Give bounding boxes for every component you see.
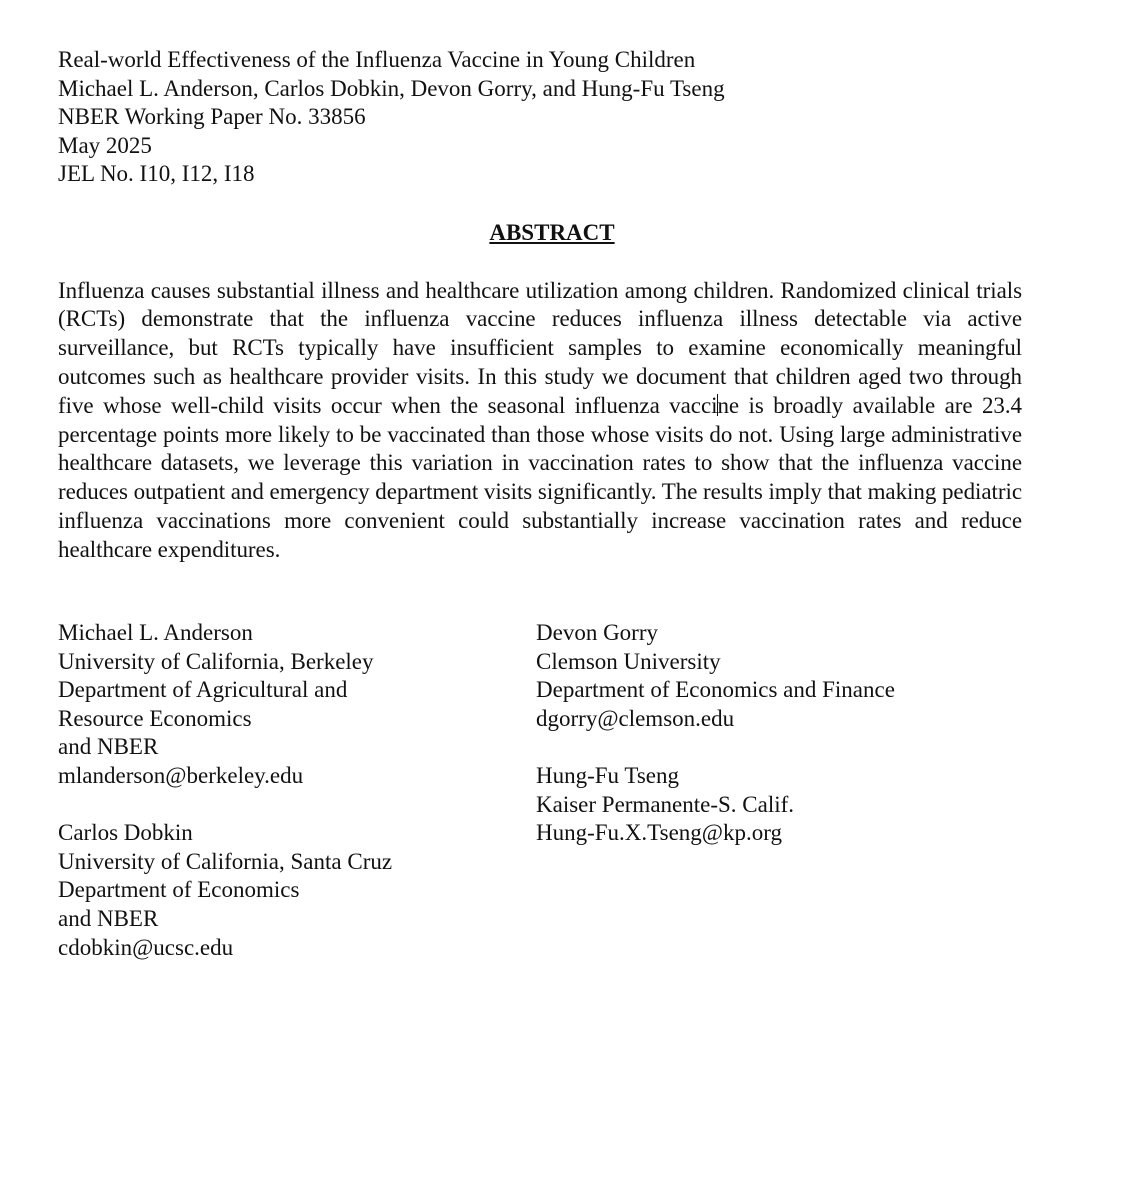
abstract-paragraph[interactable]	[58, 277, 1022, 565]
abstract-heading: ABSTRACT	[489, 219, 615, 245]
author-email[interactable]: dgorry@clemson.edu	[536, 705, 735, 731]
author-name: Michael L. Anderson	[58, 620, 253, 645]
author-department: Department of Agricultural and	[58, 677, 348, 703]
author-name: Devon Gorry	[536, 620, 658, 645]
author-affiliations	[58, 619, 1022, 979]
author-name: Carlos Dobkin	[58, 820, 193, 846]
abstract-text-part-2: ne is broadly available are 23.4 percentage points more likely to be vaccinated than those whose visits do not. Using large administrative healthcare datasets, we leverage this variation in vaccination rates to show that the influenza vaccine reduces outpatient and emergency department visits significantly. The results imply that making pediatric influenza vaccinations more convenient could substantially increase vaccination rates and reduce healthcare expenditures.	[58, 392, 1022, 562]
author-block-dobkin	[58, 819, 528, 962]
author-name: Hung-Fu Tseng	[536, 762, 679, 788]
author-nber: and NBER	[58, 905, 159, 931]
author-column-right	[536, 619, 1006, 876]
author-affiliation: University of California, Berkeley	[58, 648, 374, 674]
author-block-gorry	[536, 619, 1006, 733]
author-column-left	[58, 619, 528, 991]
author-affiliation: Clemson University	[536, 648, 721, 674]
paper-series: NBER Working Paper No. 33856	[58, 104, 366, 130]
author-department-cont: Resource Economics	[58, 705, 252, 731]
abstract-text-part-1: Influenza causes substantial illness and healthcare utilization among children. Randomized clinical trials (RCTs) demonstrate that the influenza vaccine reduces influenza illness detectable via active surveillance, but RCTs typically have insufficient samples to examine economically meaningful outcomes such as healthcare provider visits. In this study we document that children aged two through five whose well-child visits occur when the seasonal influenza vacci	[58, 277, 1022, 418]
paper-first-page	[58, 46, 1022, 565]
author-nber: and NBER	[58, 734, 159, 760]
paper-authors-line: Michael L. Anderson, Carlos Dobkin, Devon Gorry, and Hung-Fu Tseng	[58, 75, 725, 101]
author-affiliation: University of California, Santa Cruz	[58, 848, 393, 874]
paper-title: Real-world Effectiveness of the Influenza Vaccine in Young Children	[58, 47, 696, 72]
paper-jel-codes: JEL No. I10, I12, I18	[58, 161, 255, 187]
paper-header	[58, 46, 1022, 189]
author-email[interactable]: Hung-Fu.X.Tseng@kp.org	[536, 820, 782, 846]
paper-date: May 2025	[58, 132, 152, 158]
author-email[interactable]: cdobkin@ucsc.edu	[58, 934, 234, 960]
author-block-anderson	[58, 619, 528, 791]
author-email[interactable]: mlanderson@berkeley.edu	[58, 762, 304, 788]
author-department: Department of Economics and Finance	[536, 677, 895, 703]
author-block-tseng	[536, 762, 1006, 848]
author-department: Department of Economics	[58, 877, 300, 903]
author-affiliation: Kaiser Permanente-S. Calif.	[536, 791, 795, 817]
